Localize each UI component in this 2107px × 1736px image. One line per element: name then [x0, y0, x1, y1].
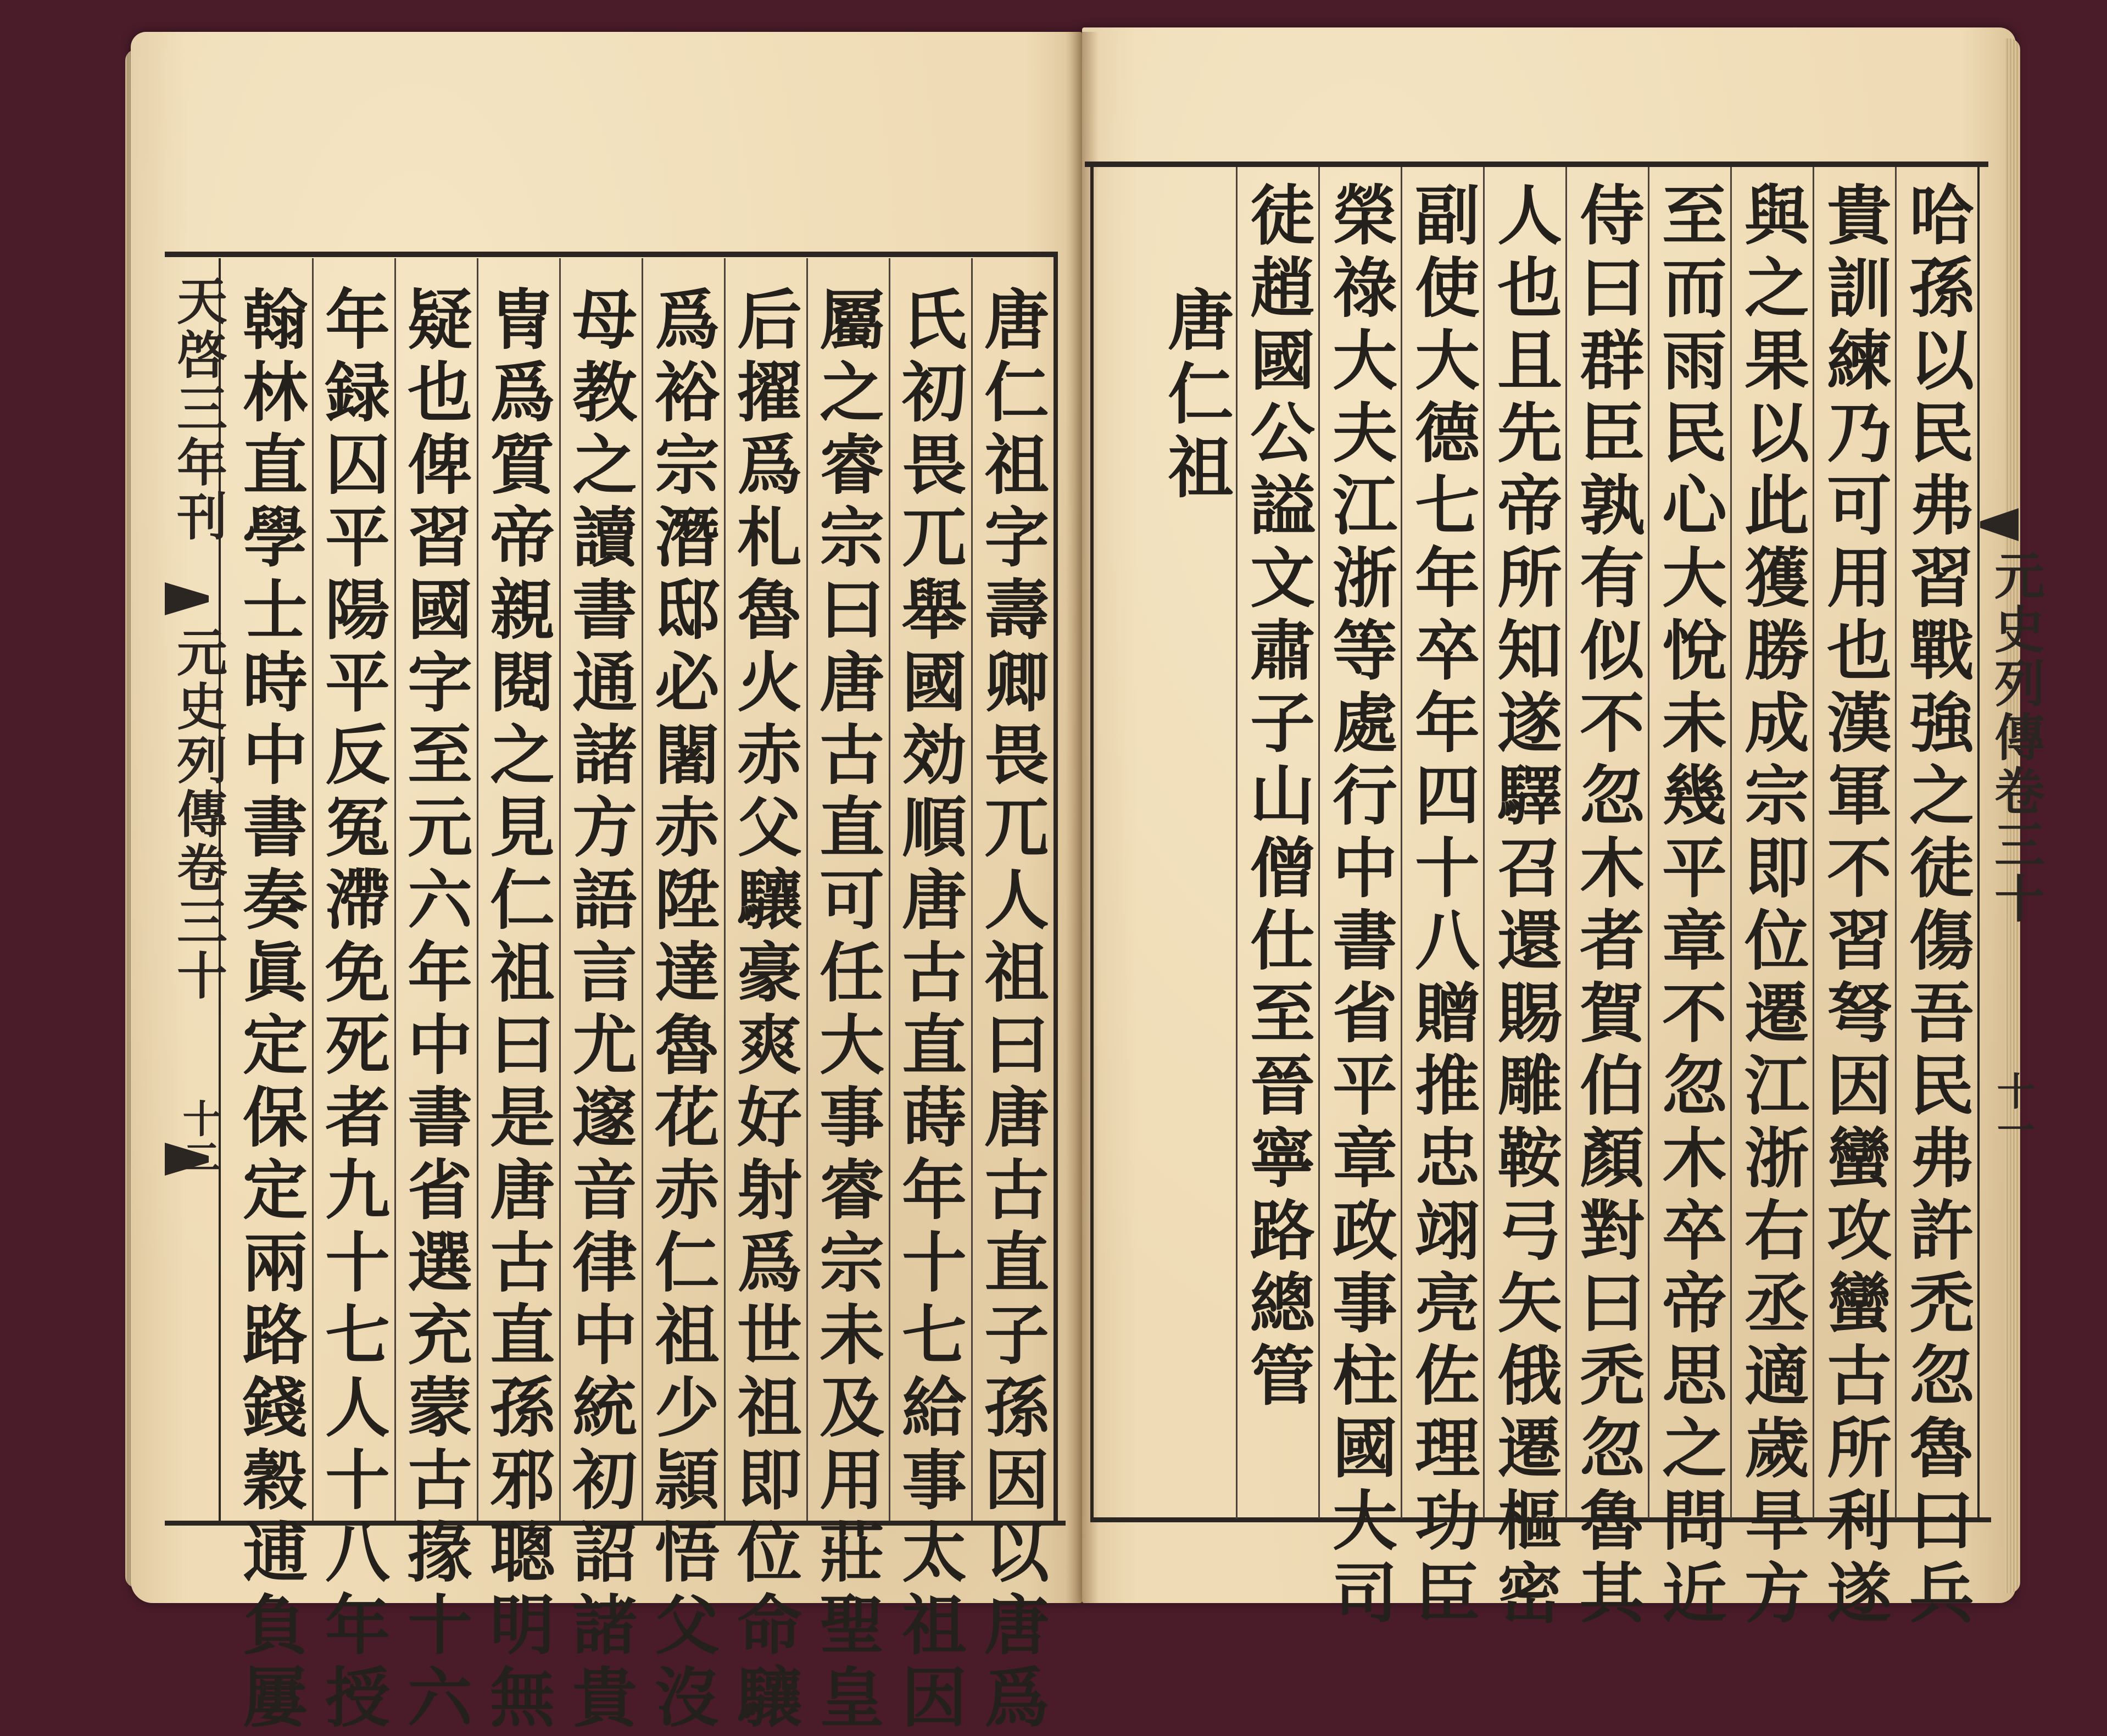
- right-text-column: 人也且先帝所知遂驛召還賜雕鞍弓矢俄遷樞密: [1486, 181, 1563, 1632]
- left-outer-rule: [1054, 252, 1058, 1525]
- right-column-divider: [1236, 167, 1238, 1518]
- left-margin-folio: 十二: [176, 1099, 222, 1176]
- left-text-column: 爲裕宗潛邸必闍赤陞達魯花赤仁祖少頴悟父沒: [644, 286, 720, 1736]
- left-column-divider: [394, 258, 396, 1521]
- left-text-column: 疑也俾習國字至元六年中書省選充蒙古掾十六: [397, 286, 473, 1736]
- left-text-column: 冑爲質帝親閱之見仁祖曰是唐古直孫邪聰明無: [479, 286, 555, 1736]
- left-column-divider: [642, 258, 643, 1521]
- right-column-divider: [1813, 167, 1814, 1518]
- left-column-divider: [559, 258, 561, 1521]
- left-text-column: 母教之讀書通諸方語言尤邃音律中統初詔諸貴: [561, 286, 638, 1736]
- right-column-divider: [1895, 167, 1897, 1518]
- left-column-divider: [806, 258, 808, 1521]
- left-column-divider: [312, 258, 314, 1521]
- right-column-divider: [1483, 167, 1485, 1518]
- biography-heading: 唐仁祖: [1157, 286, 1234, 507]
- right-text-column: 貴訓練乃可用也漢軍不習弩因蠻攻蠻古所利遂: [1816, 181, 1892, 1632]
- right-column-divider: [1401, 167, 1402, 1518]
- left-text-column: 屬之睿宗曰唐古直可任大事睿宗未及用莊聖皇: [809, 286, 885, 1736]
- left-column-divider: [971, 258, 973, 1521]
- right-column-divider: [1565, 167, 1567, 1518]
- left-text-column: 氏初畏兀舉國効順唐古直蒔年十七給事太祖因: [891, 286, 967, 1736]
- right-margin-volume-title: 元史列傳卷三十: [1986, 549, 2045, 926]
- right-top-rule: [1085, 162, 1988, 167]
- left-top-rule: [165, 252, 1055, 257]
- right-inner-rule: [1090, 165, 1094, 1522]
- left-text-column: 年録囚平陽平反冤滯免死者九十七人十八年授: [314, 286, 391, 1736]
- left-column-divider: [889, 258, 890, 1521]
- right-text-column: 副使大德七年卒年四十八贈推忠翊亮佐理功臣: [1404, 181, 1480, 1632]
- left-column-divider: [724, 258, 726, 1521]
- right-text-column: 榮祿大夫江浙等處行中書省平章政事柱國大司: [1322, 181, 1398, 1632]
- left-text-column: 后擢爲札魯火赤父驤豪爽好射爲世祖即位命驤: [726, 286, 802, 1736]
- right-text-column: 徒趙國公謚文肅子山僧仕至晉寧路總管: [1239, 181, 1316, 1414]
- right-column-divider: [1648, 167, 1649, 1518]
- right-text-column: 與之果以此獲勝成宗即位遷江浙右丞適歲旱方: [1733, 181, 1810, 1632]
- left-text-column: 翰林直學士時中書奏眞定保定兩路錢穀逋負屢: [232, 286, 308, 1736]
- right-margin-folio: 十一: [1991, 1071, 2036, 1148]
- left-margin-print-date: 天啓三年刊: [169, 275, 228, 544]
- left-text-column: 唐仁祖字壽卿畏兀人祖曰唐古直子孫因以唐爲: [973, 286, 1050, 1736]
- left-column-divider: [477, 258, 478, 1521]
- right-text-column: 侍曰群臣孰有似不忽木者賀伯顏對曰禿忽魯其: [1569, 181, 1645, 1632]
- book-spine: [1066, 32, 1099, 1603]
- left-margin-volume-title: 元史列傳卷三十: [169, 626, 228, 1003]
- right-column-divider: [1318, 167, 1320, 1518]
- right-column-divider: [1730, 167, 1732, 1518]
- right-text-column: 至而雨民心大悅未幾平章不忽木卒帝思之問近: [1651, 181, 1727, 1632]
- right-text-column: 哈孫以民弗習戰強之徒傷吾民弗許禿忽魯曰兵: [1898, 181, 1975, 1632]
